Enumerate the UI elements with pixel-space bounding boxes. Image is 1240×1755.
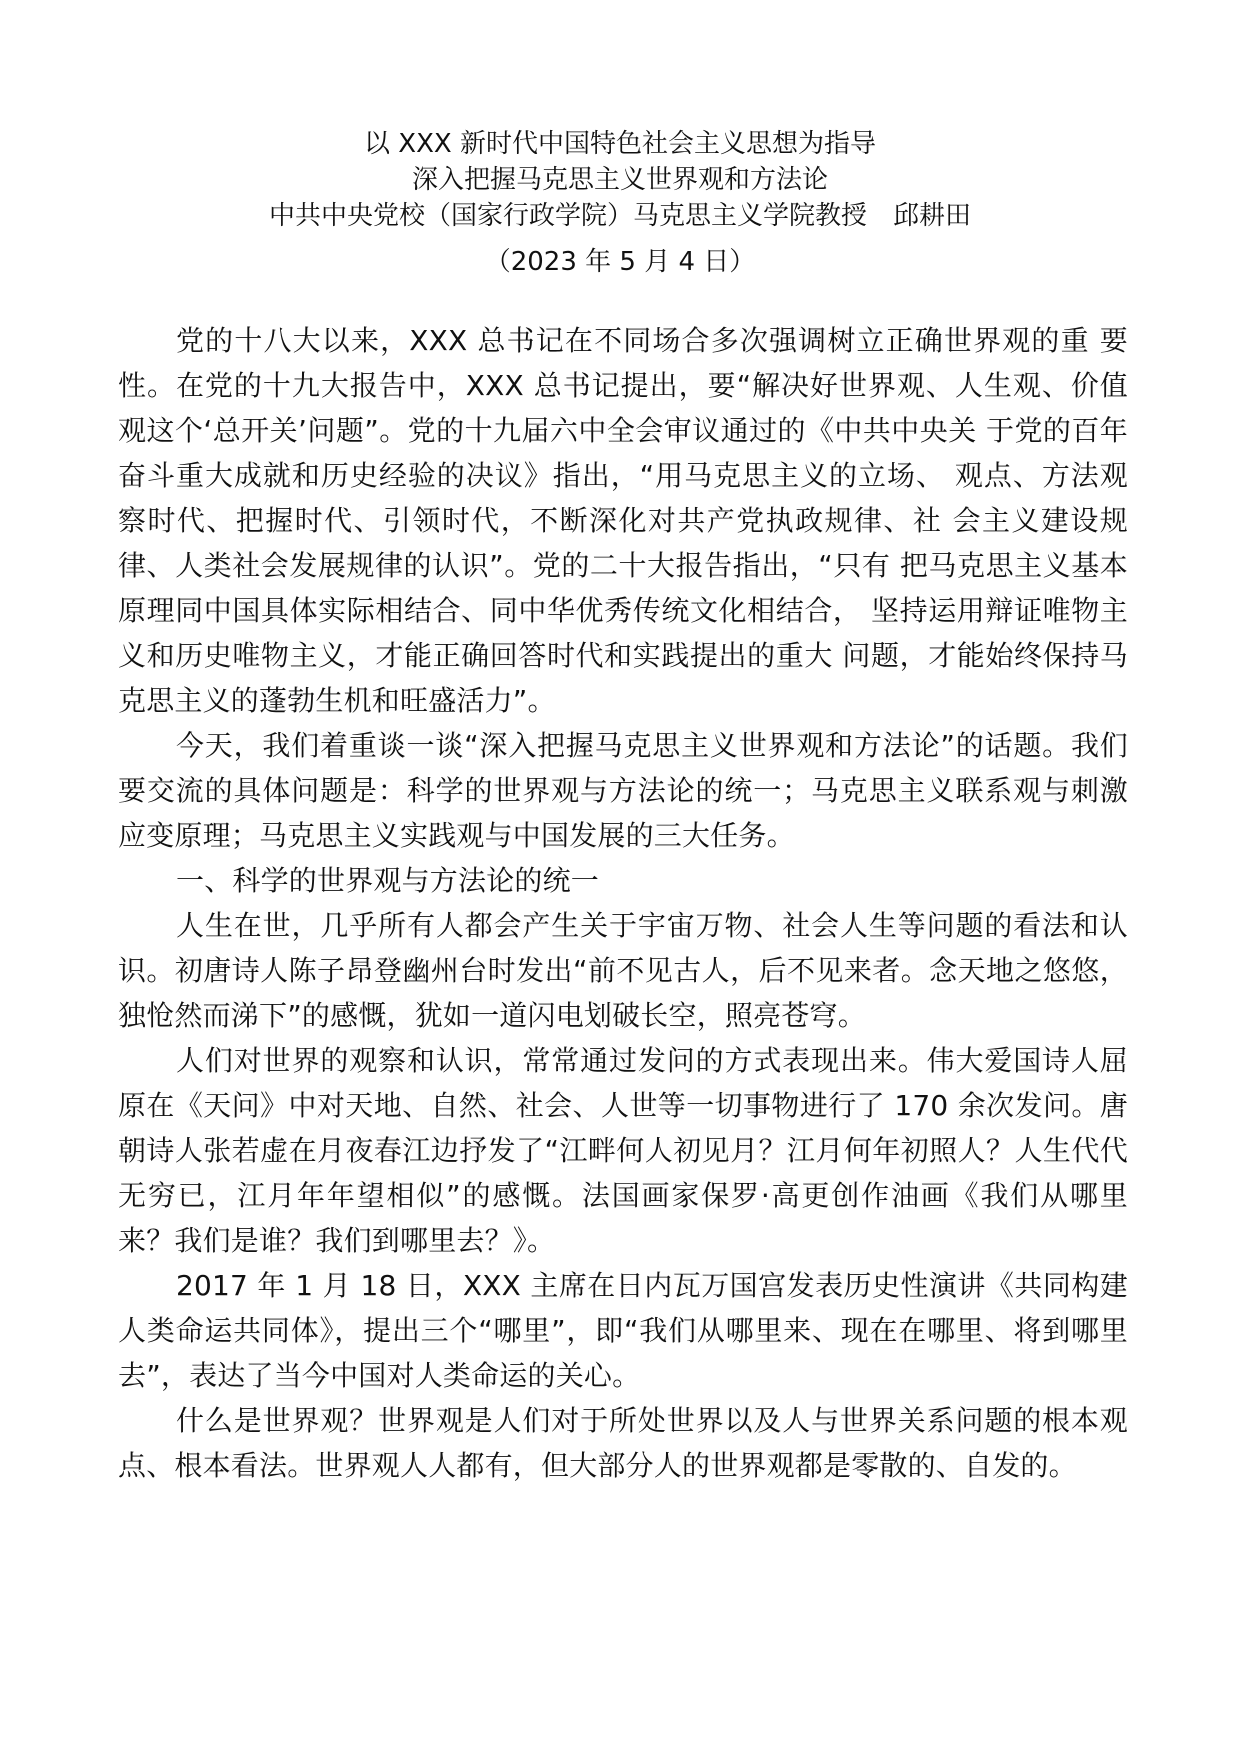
document-title-line-1: 以 XXX 新时代中国特色社会主义思想为指导 [364,129,876,159]
paragraph-speech: 2017 年 1 月 18 日，XXX 主席在日内瓦万国宫发表历史性演讲《共同构建人类命运共同体》，提出三个“哪里”，即“我们从哪里来、现在在哪里、将到哪里去”，表达了当今中国对人类命运的关心。 [118,1269,1128,1392]
paragraph-intro: 党的十八大以来，XXX 总书记在不同场合多次强调树立正确世界观的重 要性。在党的十九大报告中，XXX 总书记提出，要“解决好世界观、人生观、价值观这个‘总开关’问题”。党的十九届六中全会审议通过的《中共中央关 于党的百年奋斗重大成就和历史经验的决议》指出，“用马克思主义的立场、 观点、方法观察时代、把握时代、引领时代，不断深化对共产党执政规律、社 会主义建设规律、人类社会发展规律的认识”。党的二十大报告指出，“只有 把马克思主义基本原理同中国具体实际相结合、同中华优秀传统文化相结合， 坚持运用辩证唯物主义和历史唯物主义，才能正确回答时代和实践提出的重大 问题，才能始终保持马克思主义的蓬勃生机和旺盛活力”。 [118,324,1128,717]
author-line: 中共中央党校（国家行政学院）马克思主义学院教授 邱耕田 [268,201,971,231]
document-body [118,318,1128,1488]
paragraph-worldview: 什么是世界观？世界观是人们对于所处世界以及人与世界关系问题的根本观点、根本看法。世界观人人都有，但大部分人的世界观都是零散的、自发的。 [118,1404,1128,1482]
document-date: （2023 年 5 月 4 日） [484,247,756,277]
paragraph-questions: 人们对世界的观察和认识，常常通过发问的方式表现出来。伟大爱国诗人屈原在《天问》中对天地、自然、社会、人世等一切事物进行了 170 余次发问。唐朝诗人张若虚在月夜春江边抒发了“江畔何人初见月？江月何年初照人？人生代代无穷已，江月年年望相似”的感慨。法国画家保罗·高更创作油画《我们从哪里来？我们是谁？我们到哪里去？》。 [118,1044,1128,1257]
paragraph-topic: 今天，我们着重谈一谈“深入把握马克思主义世界观和方法论”的话题。我们要交流的具体问题是：科学的世界观与方法论的统一；马克思主义联系观与刺激应变原理；马克思主义实践观与中国发展的三大任务。 [118,729,1128,852]
document-header [0,126,1240,280]
section-heading: 一、科学的世界观与方法论的统一 [176,864,600,897]
paragraph-life: 人生在世，几乎所有人都会产生关于宇宙万物、社会人生等问题的看法和认识。初唐诗人陈子昂登幽州台时发出“前不见古人，后不见来者。念天地之悠悠，独怆然而涕下”的感慨，犹如一道闪电划破长空，照亮苍穹。 [118,909,1128,1032]
document-title-line-2: 深入把握马克思主义世界观和方法论 [411,165,828,195]
